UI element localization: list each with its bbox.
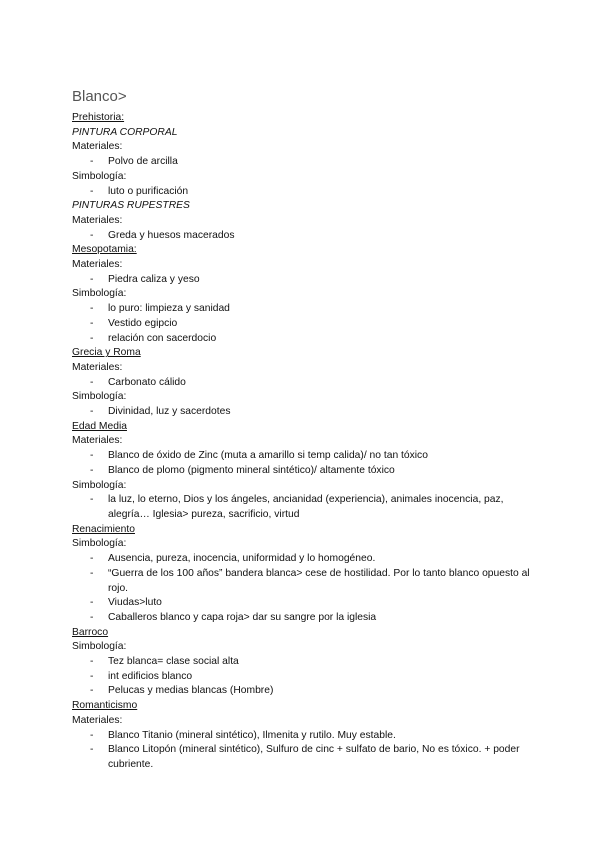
simbologia-label: Simbología: xyxy=(72,391,127,403)
list-item: - Greda y huesos macerados xyxy=(90,229,235,241)
list-item: - Caballeros blanco y capa roja> dar su sangre por la iglesia xyxy=(90,611,377,623)
materiales-label: Materiales: xyxy=(72,714,123,726)
page-title: Blanco> xyxy=(72,88,127,105)
list-item: - Pelucas y medias blancas (Hombre) xyxy=(90,685,274,697)
simbologia-label: Simbología: xyxy=(72,288,127,300)
list-item: - Vestido egipcio xyxy=(90,317,178,329)
section-heading-renacimiento: Renacimiento xyxy=(72,523,135,535)
list-item: - Piedra caliza y yeso xyxy=(90,273,200,285)
subheading-pintura-corporal: PINTURA CORPORAL xyxy=(72,126,178,138)
list-item: - Blanco de plomo (pigmento mineral sintético)/ altamente tóxico xyxy=(90,464,395,476)
list-item: - relación con sacerdocio xyxy=(90,332,217,344)
list-item: - Ausencia, pureza, inocencia, uniformidad y lo homogéneo. xyxy=(90,553,376,565)
list-item: - Divinidad, luz y sacerdotes xyxy=(90,406,231,418)
list-item: - Viudas>luto xyxy=(90,597,162,609)
materiales-label: Materiales: xyxy=(72,141,123,153)
section-heading-grecia-roma: Grecia y Roma xyxy=(72,347,141,359)
list-item: - Carbonato cálido xyxy=(90,376,186,388)
simbologia-label: Simbología: xyxy=(72,538,127,550)
list-item: - Blanco Titanio (mineral sintético), Ilmenita y rutilo. Muy estable. xyxy=(90,729,396,741)
list-item: - Blanco Litopón (mineral sintético), Sulfuro de cinc + sulfato de bario, No es tóxico. + poder cubriente. xyxy=(90,744,520,770)
list-item: - int edificios blanco xyxy=(90,670,193,682)
materiales-label: Materiales: xyxy=(72,361,123,373)
simbologia-label: Simbología: xyxy=(72,641,127,653)
list-item: - “Guerra de los 100 años” bandera blanca> cese de hostilidad. Por lo tanto blanco opuesto al rojo. xyxy=(90,567,530,594)
section-heading-edad-media: Edad Media xyxy=(72,420,127,432)
list-item: - Blanco de óxido de Zinc (muta a amarillo si temp calida)/ no tan tóxico xyxy=(90,450,428,462)
section-heading-romanticismo: Romanticismo xyxy=(72,700,138,712)
list-item: - luto o purificación xyxy=(90,185,189,197)
section-heading-prehistoria: Prehistoria: xyxy=(72,112,125,123)
list-item: - Tez blanca= clase social alta xyxy=(90,656,239,668)
simbologia-label: Simbología: xyxy=(72,479,127,491)
subheading-pinturas-rupestres: PINTURAS RUPESTRES xyxy=(72,200,190,212)
section-heading-barroco: Barroco xyxy=(72,626,109,638)
list-item: - la luz, lo eterno, Dios y los ángeles, ancianidad (experiencia), animales inocencia, paz, alegría… Iglesia> pureza, sacrificio, virtud xyxy=(90,494,504,520)
list-item: - Polvo de arcilla xyxy=(90,156,178,168)
simbologia-label: Simbología: xyxy=(72,170,127,182)
section-heading-mesopotamia: Mesopotamia: xyxy=(72,244,137,256)
document-body xyxy=(72,111,532,773)
materiales-label: Materiales: xyxy=(72,435,123,447)
materiales-label: Materiales: xyxy=(72,259,123,271)
materiales-label: Materiales: xyxy=(72,214,123,226)
list-item: - lo puro: limpieza y sanidad xyxy=(90,303,230,315)
